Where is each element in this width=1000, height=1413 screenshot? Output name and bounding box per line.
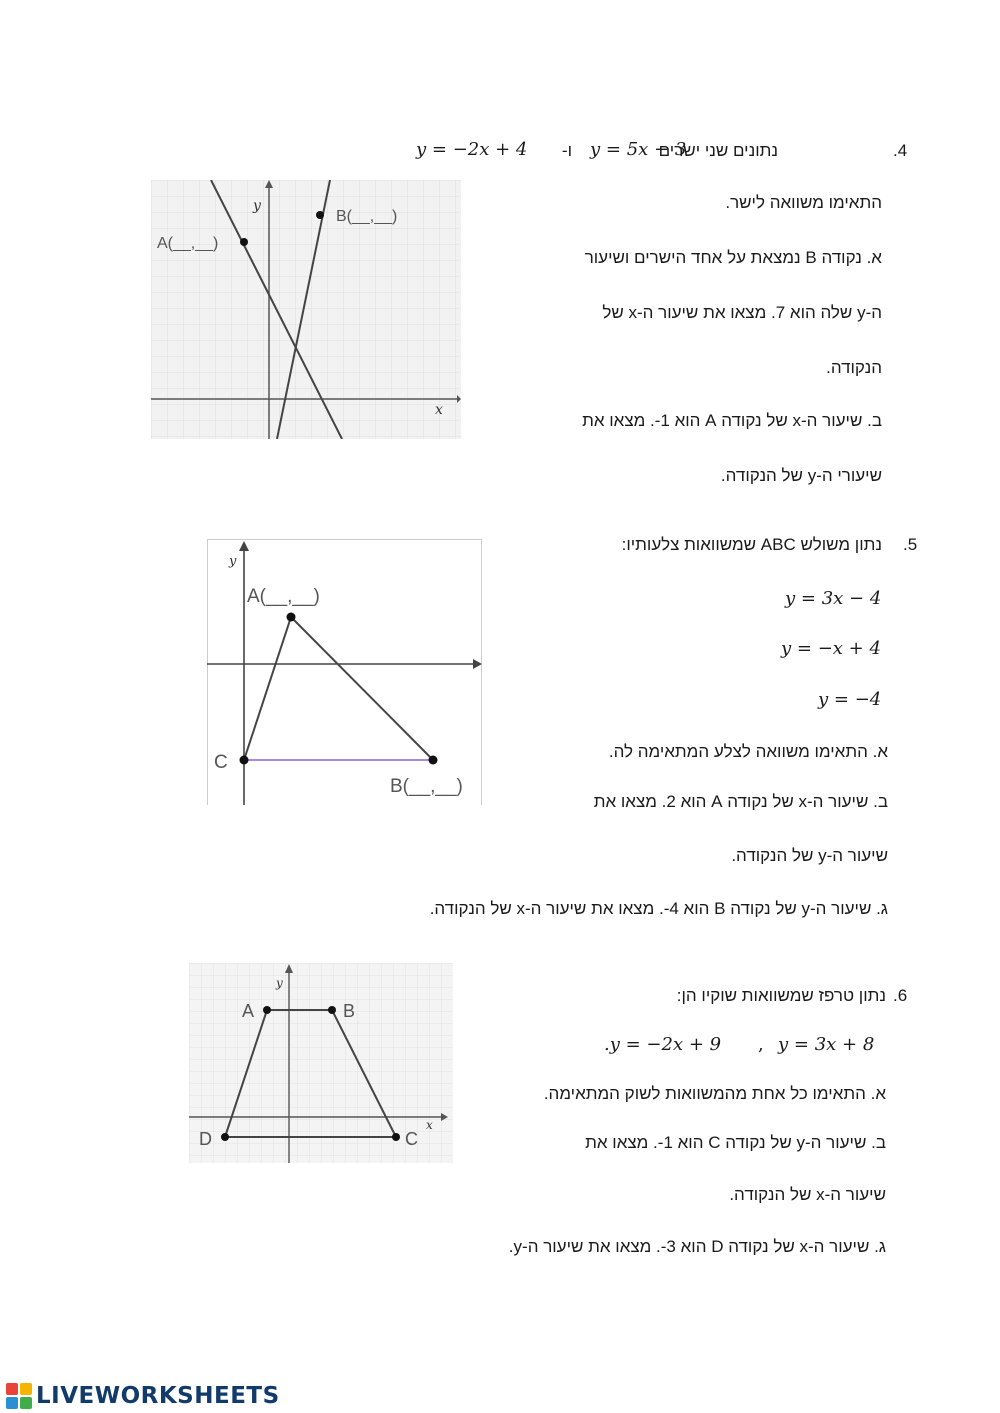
q6-label-a: A <box>242 1001 255 1021</box>
q4-line-5: ב. שיעור ה-x של נקודה A הוא 1-. מצאו את <box>582 411 882 430</box>
q4-label-y: y <box>253 198 261 214</box>
q5-point-b <box>429 756 438 765</box>
q6-label-b: B <box>343 1001 356 1021</box>
q5-label-b: B(__,__) <box>390 776 463 797</box>
q6-line-2: ב. שיעור ה-y של נקודה C הוא 1-. מצאו את <box>585 1133 886 1152</box>
q6-separator: , <box>758 1034 764 1055</box>
question-5-intro: נתון משולש ABC שמשוואות צלעותיו: <box>621 535 882 554</box>
question-4-intro: נתונים שני ישרים <box>658 141 778 160</box>
q6-line-3: שיעור ה-x של הנקודה. <box>729 1185 886 1204</box>
q4-line-2: א. נקודה B נמצאת על אחד הישרים ושיעור <box>584 248 882 267</box>
q5-point-c <box>240 756 249 765</box>
q4-label-b: B(__,__) <box>336 208 398 225</box>
q6-eq2: .y = −2x + 9 <box>604 1034 722 1055</box>
q5-label-y: y <box>229 554 237 569</box>
q4-label-a: A(__,__) <box>157 235 219 252</box>
q6-point-b <box>328 1006 336 1014</box>
q4-graph <box>151 180 461 439</box>
q5-point-a <box>287 613 296 622</box>
q6-point-d <box>221 1133 229 1141</box>
question-4-eq2: y = −2x + 4 <box>416 139 528 160</box>
q5-label-a: A(__,__) <box>247 586 320 607</box>
q4-label-x: x <box>435 402 443 418</box>
q6-graph <box>189 963 453 1163</box>
question-4-eq1: y = 5x − 3 <box>590 139 687 160</box>
q4-line-4: הנקודה. <box>826 358 882 377</box>
question-4-connector: ו- <box>561 141 572 160</box>
q6-line-1: א. התאימו כל אחת מהמשוואות לשוק המתאימה. <box>543 1084 886 1103</box>
q4-line-6: שיעורי ה-y של הנקודה. <box>720 466 882 485</box>
q6-label-x: x <box>426 1118 433 1132</box>
q5-line-4: ג. שיעור ה-y של נקודה B הוא 4-. מצאו את שיעור ה-x של הנקודה. <box>429 899 888 918</box>
q6-label-y: y <box>276 976 283 990</box>
q6-point-c <box>392 1133 400 1141</box>
q5-line-2: ב. שיעור ה-x של נקודה A הוא 2. מצאו את <box>593 792 888 811</box>
q5-equation-3: y = −4 <box>818 689 882 710</box>
q6-label-c: C <box>405 1129 418 1149</box>
q5-label-c: C <box>214 752 228 773</box>
q5-equation-1: y = 3x − 4 <box>785 588 882 609</box>
q4-line-3: ה-y שלה הוא 7. מצאו את שיעור ה-x של <box>602 303 882 322</box>
question-6-number: .6 <box>893 986 908 1005</box>
q6-label-d: D <box>199 1129 212 1149</box>
q6-point-a <box>263 1006 271 1014</box>
question-5-number: .5 <box>903 535 918 554</box>
liveworksheets-logo-icon <box>6 1383 32 1409</box>
q6-line-4: ג. שיעור ה-x של נקודה D הוא 3-. מצאו את שיעור ה-y. <box>508 1237 886 1256</box>
q4-point-b <box>316 211 324 219</box>
q5-graph <box>207 539 482 805</box>
q5-line-3: שיעור ה-y של הנקודה. <box>731 846 888 865</box>
brand-name: LIVEWORKSHEETS <box>36 1383 280 1409</box>
q5-line-1: א. התאימו משוואה לצלע המתאימה לה. <box>608 742 888 761</box>
q5-equation-2: y = −x + 4 <box>781 638 881 659</box>
q4-line-1: התאימו משוואה לישר. <box>725 193 882 212</box>
q6-eq1: y = 3x + 8 <box>778 1034 875 1055</box>
q4-point-a <box>240 238 248 246</box>
question-4-number: .4 <box>893 141 908 160</box>
question-6-intro: נתון טרפז שמשוואות שוקיו הן: <box>676 986 886 1005</box>
footer-brand <box>6 1381 280 1411</box>
